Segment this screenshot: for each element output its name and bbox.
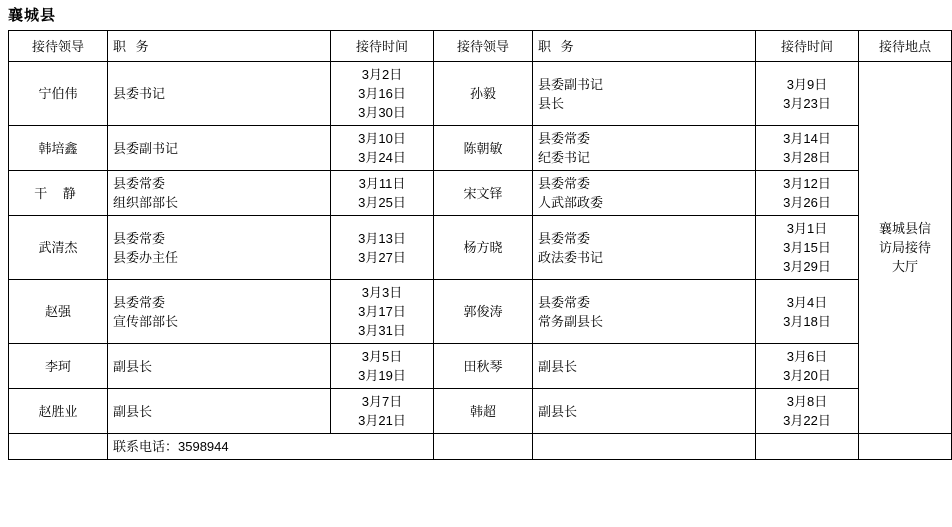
contact-phone: 联系电话：3598944 <box>108 434 434 460</box>
post-line: 县委常委 <box>113 294 166 310</box>
right-leader-time <box>756 126 859 171</box>
post-line: 县委办主任 <box>113 249 179 265</box>
post-line: 副县长 <box>538 403 578 419</box>
right-leader-time <box>756 389 859 434</box>
time-line: 3月16日 <box>358 86 406 101</box>
footer-empty-cell <box>859 434 952 460</box>
right-leader-name: 陈朝敏 <box>434 126 533 171</box>
time-line: 3月14日 <box>783 131 831 146</box>
left-leader-name: 赵胜业 <box>9 389 108 434</box>
right-leader-time <box>756 171 859 216</box>
post-line: 副县长 <box>113 358 153 374</box>
time-line: 3月23日 <box>783 95 831 111</box>
right-leader-name: 宋文铎 <box>434 171 533 216</box>
left-leader-time <box>331 389 434 434</box>
place-line: 襄城县信 <box>878 221 931 236</box>
post-line: 县委常委 <box>538 131 591 146</box>
post-line: 人武部政委 <box>538 195 604 210</box>
time-line: 3月28日 <box>783 150 831 165</box>
post-line: 县委副书记 <box>538 76 604 92</box>
right-leader-post <box>533 171 756 216</box>
time-line: 3月8日 <box>786 394 828 409</box>
left-leader-name: 赵强 <box>9 280 108 344</box>
time-line: 3月17日 <box>358 304 406 319</box>
right-leader-name: 田秋琴 <box>434 344 533 389</box>
time-line: 3月12日 <box>783 176 831 191</box>
time-line: 3月6日 <box>786 349 828 364</box>
post-line: 县委书记 <box>113 86 166 101</box>
time-line: 3月31日 <box>358 323 406 338</box>
left-leader-time <box>331 126 434 171</box>
post-line: 纪委书记 <box>538 150 591 165</box>
table-row <box>9 216 952 280</box>
post-line: 县长 <box>538 95 565 111</box>
time-line: 3月22日 <box>783 413 831 428</box>
left-leader-time <box>331 344 434 389</box>
left-leader-name: 宁伯伟 <box>9 62 108 126</box>
footer-empty-cell <box>533 434 756 460</box>
header-right-leader: 接待领导 <box>434 31 533 62</box>
place-line: 访局接待 <box>878 240 931 255</box>
table-row <box>9 389 952 434</box>
table-row <box>9 126 952 171</box>
time-line: 3月13日 <box>358 230 406 246</box>
time-line: 3月24日 <box>358 150 406 165</box>
footer-empty-cell <box>434 434 533 460</box>
time-line: 3月2日 <box>361 67 403 82</box>
right-leader-time <box>756 344 859 389</box>
time-line: 3月9日 <box>786 76 828 92</box>
time-line: 3月27日 <box>358 249 406 265</box>
time-line: 3月7日 <box>361 394 403 409</box>
table-header-row <box>9 31 952 62</box>
table-row <box>9 280 952 344</box>
time-line: 3月3日 <box>361 285 403 300</box>
time-line: 3月5日 <box>361 349 403 364</box>
post-line: 县委常委 <box>113 176 166 191</box>
table-header <box>9 31 952 62</box>
post-line: 政法委书记 <box>538 249 604 265</box>
header-left-leader: 接待领导 <box>9 31 108 62</box>
right-leader-name: 韩超 <box>434 389 533 434</box>
right-leader-post <box>533 216 756 280</box>
right-leader-post <box>533 126 756 171</box>
footer-empty-cell <box>756 434 859 460</box>
left-leader-post <box>108 344 331 389</box>
time-line: 3月11日 <box>358 176 406 191</box>
right-leader-name: 郭俊涛 <box>434 280 533 344</box>
left-leader-post <box>108 171 331 216</box>
post-line: 宣传部部长 <box>113 313 179 329</box>
table-row <box>9 171 952 216</box>
right-leader-name: 孙毅 <box>434 62 533 126</box>
post-line: 组织部部长 <box>113 195 179 210</box>
table-footer-row <box>9 434 952 460</box>
time-line: 3月19日 <box>358 368 406 383</box>
right-leader-post <box>533 344 756 389</box>
right-leader-time <box>756 216 859 280</box>
post-line: 县委常委 <box>113 230 166 246</box>
time-line: 3月20日 <box>783 368 831 383</box>
left-leader-post <box>108 389 331 434</box>
reception-schedule-table <box>8 30 952 460</box>
left-leader-name: 李珂 <box>9 344 108 389</box>
post-line: 副县长 <box>538 358 578 374</box>
post-line: 县委常委 <box>538 176 591 191</box>
right-leader-time <box>756 280 859 344</box>
right-leader-post <box>533 62 756 126</box>
left-leader-post <box>108 216 331 280</box>
left-leader-name: 干 静 <box>9 171 108 216</box>
left-leader-time <box>331 280 434 344</box>
header-right-time: 接待时间 <box>756 31 859 62</box>
time-line: 3月1日 <box>786 221 828 236</box>
post-line: 县委常委 <box>538 294 591 310</box>
time-line: 3月26日 <box>783 195 831 210</box>
time-line: 3月10日 <box>358 131 406 146</box>
left-leader-time <box>331 62 434 126</box>
time-line: 3月18日 <box>783 313 831 329</box>
left-leader-time <box>331 171 434 216</box>
table-row <box>9 62 952 126</box>
page-title: 襄城县 <box>8 7 57 24</box>
right-leader-post <box>533 389 756 434</box>
header-right-post: 职 务 <box>533 31 756 62</box>
time-line: 3月15日 <box>783 240 831 255</box>
right-leader-post <box>533 280 756 344</box>
time-line: 3月4日 <box>786 294 828 310</box>
right-leader-time <box>756 62 859 126</box>
left-leader-post <box>108 280 331 344</box>
post-line: 副县长 <box>113 403 153 419</box>
time-line: 3月21日 <box>358 413 406 428</box>
left-leader-name: 韩培鑫 <box>9 126 108 171</box>
left-leader-post <box>108 62 331 126</box>
post-line: 县委副书记 <box>113 140 179 156</box>
table-row <box>9 344 952 389</box>
right-leader-name: 杨方晓 <box>434 216 533 280</box>
post-line: 常务副县长 <box>538 313 604 329</box>
place-line: 大厅 <box>891 259 918 274</box>
left-leader-post <box>108 126 331 171</box>
time-line: 3月30日 <box>358 105 406 120</box>
header-left-time: 接待时间 <box>331 31 434 62</box>
left-leader-name: 武清杰 <box>9 216 108 280</box>
post-line: 县委常委 <box>538 230 591 246</box>
reception-place <box>859 62 952 434</box>
header-place: 接待地点 <box>859 31 952 62</box>
time-line: 3月25日 <box>358 195 406 210</box>
header-left-post: 职 务 <box>108 31 331 62</box>
footer-empty-cell <box>9 434 108 460</box>
left-leader-time <box>331 216 434 280</box>
table-body <box>9 62 952 460</box>
time-line: 3月29日 <box>783 259 831 274</box>
